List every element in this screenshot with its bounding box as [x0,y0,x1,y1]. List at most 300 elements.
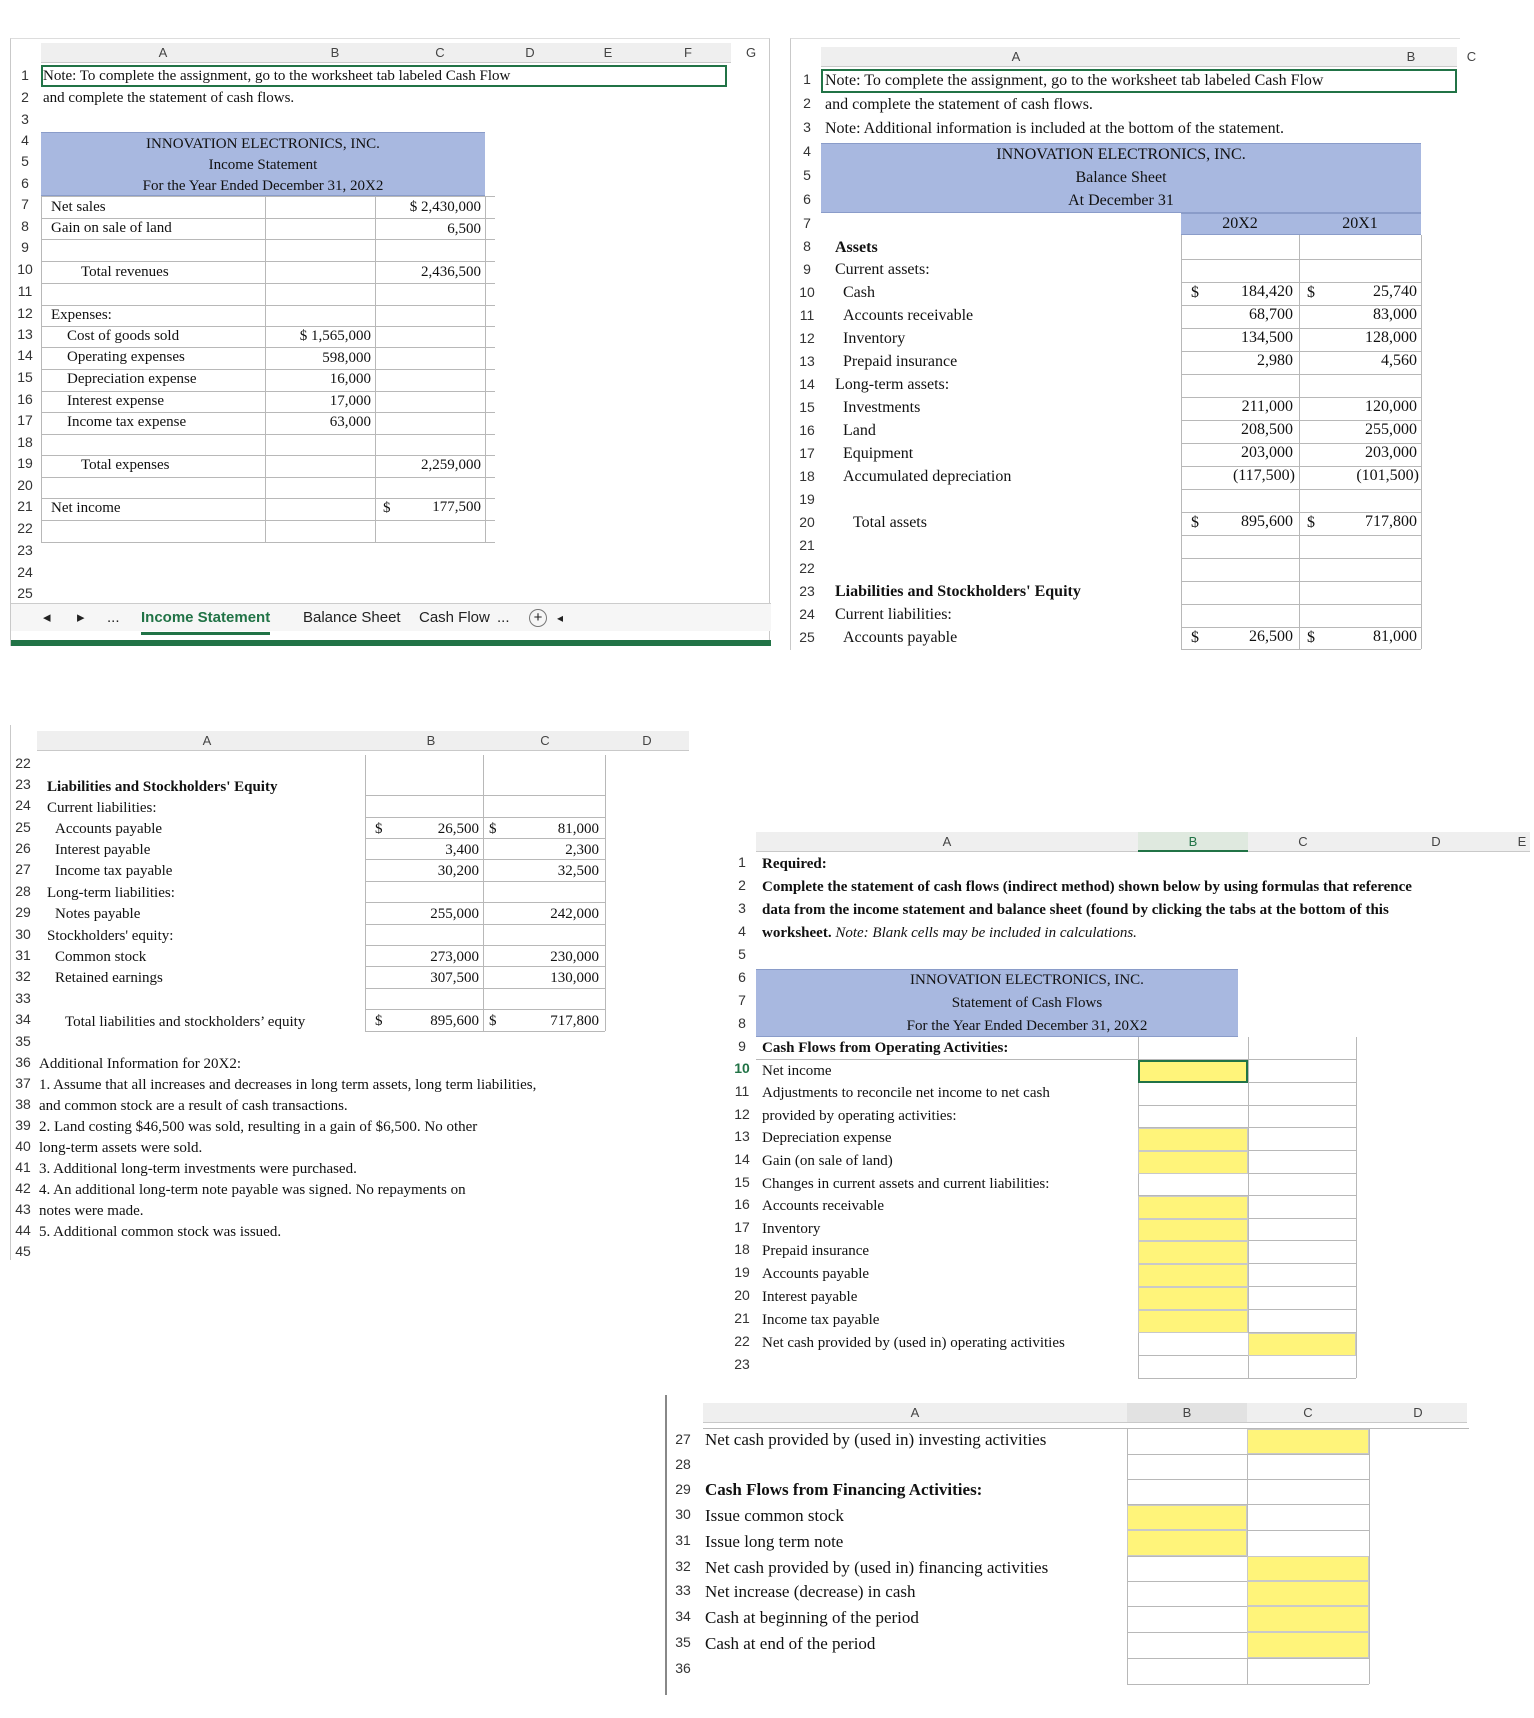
note-1: Note: To complete the assignment, go to the worksheet tab labeled Cash Flow [825,72,1324,89]
row-number[interactable]: 44 [15,1222,31,1238]
current-assets-label: Current assets: [835,261,930,278]
row-number[interactable]: 24 [17,564,33,580]
inventory-20x1: 128,000 [1365,329,1417,346]
inventory-label: Inventory [843,330,906,347]
se-label: Stockholders' equity: [47,928,174,944]
land-20x1: 255,000 [1365,421,1417,438]
row-number[interactable]: 11 [734,1083,750,1099]
ap-20x2: 26,500 [1249,628,1293,645]
status-bar [11,640,771,646]
cash-begin-label: Cash at beginning of the period [705,1608,919,1627]
row-number[interactable]: 19 [734,1264,750,1280]
total-revenues-value: 2,436,500 [421,264,481,280]
issue-note-input[interactable] [1127,1530,1247,1556]
gain-label: Gain (on sale of land) [762,1153,893,1169]
col-header-d[interactable]: D [1431,834,1441,849]
balance-sheet-top-panel [790,38,1477,650]
col-header-c[interactable]: C [1466,49,1477,64]
row-number[interactable]: 16 [17,391,33,407]
row-number[interactable]: 9 [21,239,29,255]
row-number[interactable]: 2 [21,89,29,105]
total-le-label: Total liabilities and stockholders’ equity [65,1014,306,1030]
ap-20x1: 81,000 [557,821,599,837]
gain-input[interactable] [1138,1151,1248,1174]
row-number[interactable]: 1 [738,854,746,870]
prepaid-20x2: 2,980 [1257,352,1293,369]
row-number[interactable]: 28 [675,1456,691,1472]
investments-label: Investments [843,399,921,416]
row-number[interactable]: 21 [799,537,815,553]
row-number[interactable]: 32 [675,1558,691,1574]
equipment-20x1: 203,000 [1365,444,1417,461]
row-number[interactable]: 4 [803,143,811,159]
depreciation-input[interactable] [1138,1128,1248,1151]
ip-20x2: 3,400 [445,842,479,858]
investments-20x2: 211,000 [1241,398,1293,415]
row-number[interactable]: 6 [21,175,29,191]
info-line: long-term assets were sold. [39,1140,203,1156]
row-number[interactable]: 8 [738,1015,746,1031]
info-line: 3. Additional long-term investments were purchased. [39,1161,357,1177]
tab-balance-sheet[interactable]: Balance Sheet [303,609,401,626]
issue-stock-input[interactable] [1127,1505,1247,1530]
row-number[interactable]: 29 [15,904,31,920]
info-line: and common stock are a result of cash transactions. [39,1098,348,1114]
instruction-note: Note: Blank cells may be included in calculations. [835,925,1137,941]
cash-flow-bottom-panel [665,1395,1465,1695]
total-expenses-label: Total expenses [81,457,170,473]
land-20x2: 208,500 [1241,421,1293,438]
tab-cash-flow[interactable]: Cash Flow [419,609,490,626]
row-number[interactable]: 7 [803,215,811,231]
prepaid-label: Prepaid insurance [762,1243,870,1259]
ar-label: Accounts receivable [843,307,974,324]
row-number[interactable]: 11 [17,283,33,299]
row-number[interactable]: 5 [21,153,29,169]
ar-input[interactable] [1138,1196,1248,1219]
net-increase-input[interactable] [1247,1581,1369,1606]
prepaid-20x1: 4,560 [1381,352,1417,369]
tab-overflow-right[interactable]: ... [497,609,510,626]
row-number[interactable]: 3 [738,900,746,916]
cash-end-label: Cash at end of the period [705,1634,876,1653]
row-number[interactable]: 17 [734,1219,750,1235]
expenses-label: Expenses: [51,307,112,323]
row-number[interactable]: 8 [803,238,811,254]
row-number[interactable]: 31 [15,947,31,963]
row-number[interactable]: 22 [799,560,815,576]
row-number[interactable]: 16 [799,422,815,438]
row-number[interactable]: 13 [799,353,815,369]
row-number[interactable]: 7 [21,196,29,212]
prepaid-label: Prepaid insurance [843,353,958,370]
depreciation-label: Depreciation expense [762,1130,892,1146]
row-number[interactable]: 2 [803,95,811,111]
current-liab-label: Current liabilities: [47,800,157,816]
col-header-c[interactable]: C [1298,834,1308,849]
row-number[interactable]: 24 [799,606,815,622]
ap-dollar-1: $ [1191,629,1199,646]
ap-20x2: 26,500 [437,821,479,837]
cs-20x2: 273,000 [430,949,479,965]
col-header-c[interactable]: C [1303,1405,1313,1420]
inventory-label: Inventory [762,1221,821,1237]
row-number[interactable]: 6 [738,969,746,985]
row-number[interactable]: 21 [734,1310,750,1326]
col-header-d[interactable]: D [525,45,535,60]
np-20x2: 255,000 [430,906,479,922]
ap-20x1: 81,000 [1373,628,1417,645]
net-sales-label: Net sales [51,199,106,215]
cogs-value: $ 1,565,000 [299,328,371,344]
row-number[interactable]: 12 [799,330,815,346]
cash-end-input[interactable] [1247,1632,1369,1658]
balance-sheet-bottom-panel [10,725,690,1260]
row-number[interactable]: 30 [15,926,31,942]
row-number[interactable]: 18 [799,468,815,484]
col-header-c[interactable]: C [435,45,445,60]
row-number[interactable]: 33 [15,990,31,1006]
assets-heading: Assets [835,239,878,256]
row-number[interactable]: 20 [734,1287,750,1303]
sheet-tab-bar [11,603,771,631]
row-number[interactable]: 22 [15,755,31,771]
row-number[interactable]: 12 [17,305,33,321]
row-number[interactable]: 42 [15,1180,31,1196]
row-number[interactable]: 10 [734,1060,750,1076]
note-3: Note: Additional information is included at the bottom of the statement. [825,120,1285,137]
tab-next-icon[interactable]: ▸ [77,609,85,626]
itp-input[interactable] [1138,1310,1248,1333]
col-header-a[interactable]: A [910,1405,920,1420]
col-header-e[interactable]: E [603,45,613,60]
total-assets-label: Total assets [853,514,927,531]
row-number[interactable]: 14 [799,376,815,392]
row-number[interactable]: 20 [17,477,33,493]
statement-period: For the Year Ended December 31, 20X2 [906,1018,1148,1034]
row-number[interactable]: 17 [17,412,33,428]
statement-period: At December 31 [1068,192,1174,209]
land-label: Land [843,422,876,439]
row-number[interactable]: 4 [21,132,29,148]
row-number[interactable]: 1 [21,67,29,83]
itp-label: Income tax payable [762,1312,880,1328]
adjustments-line-2: provided by operating activities: [762,1108,957,1124]
add-sheet-icon[interactable]: + [529,609,547,627]
inventory-input[interactable] [1138,1219,1248,1241]
row-number[interactable]: 34 [675,1608,691,1624]
col-header-b[interactable]: B [1188,834,1198,849]
ar-label: Accounts receivable [762,1198,885,1214]
row-number[interactable]: 25 [17,585,33,601]
row-number[interactable]: 38 [15,1096,31,1112]
note-2: and complete the statement of cash flows. [825,96,1093,113]
total-le-dollar-2: $ [489,1013,497,1029]
statement-title: Statement of Cash Flows [951,995,1103,1011]
row-number[interactable]: 32 [15,968,31,984]
depr-value: 16,000 [329,371,371,387]
statement-title: Income Statement [208,157,318,173]
col-header-f[interactable]: F [684,45,692,60]
row-number[interactable]: 9 [738,1038,746,1054]
net-income-label: Net income [51,500,121,516]
investments-20x1: 120,000 [1365,398,1417,415]
net-income-value: 177,500 [432,499,481,515]
net-financing-label: Net cash provided by (used in) financing activities [705,1558,1049,1577]
row-number[interactable]: 1 [803,71,811,87]
row-number[interactable]: 29 [675,1481,691,1497]
net-operating-input[interactable] [1248,1333,1356,1356]
income-statement-panel [10,38,770,646]
gain-label: Gain on sale of land [51,220,172,236]
instruction-line-1: Complete the statement of cash flows (indirect method) shown below by using formulas that reference [762,879,1412,895]
issue-stock-label: Issue common stock [705,1506,844,1525]
row-number[interactable]: 27 [675,1431,691,1447]
row-number[interactable]: 39 [15,1117,31,1133]
net-income-dollar: $ [383,500,391,516]
row-number[interactable]: 19 [799,491,815,507]
net-income-input[interactable] [1138,1060,1248,1083]
col-header-c[interactable]: C [540,733,550,748]
row-number[interactable]: 14 [734,1151,750,1167]
note-line-2: and complete the statement of cash flows. [43,90,295,106]
instruction-line-2: data from the income statement and balance sheet (found by clicking the tabs at the bottom of this [762,902,1389,918]
interest-value: 17,000 [329,393,371,409]
row-number[interactable]: 45 [15,1243,31,1259]
tab-overflow-left[interactable]: ... [107,609,120,626]
row-number[interactable]: 28 [15,883,31,899]
row-number[interactable]: 27 [15,861,31,877]
row-number[interactable]: 3 [21,111,29,127]
row-number[interactable]: 10 [799,284,815,300]
gain-value: 6,500 [447,221,481,237]
row-number[interactable]: 18 [734,1241,750,1257]
info-line: 1. Assume that all increases and decreases in long term assets, long term liabilities, [39,1077,537,1093]
row-number[interactable]: 8 [21,218,29,234]
total-le-dollar-1: $ [375,1013,383,1029]
cash-label: Cash [843,284,875,301]
row-number[interactable]: 2 [738,877,746,893]
tab-prev-icon[interactable]: ◂ [43,609,51,626]
ap-label: Accounts payable [843,629,958,646]
instruction-bold: worksheet. [762,925,832,941]
total-assets-20x1: 717,800 [1365,513,1417,530]
cash-dollar-2: $ [1307,284,1315,301]
info-line: 4. An additional long-term note payable was signed. No repayments on [39,1182,466,1198]
operating-heading: Cash Flows from Operating Activities: [762,1040,1009,1056]
col-header-b[interactable]: B [330,45,340,60]
row-number[interactable]: 10 [17,261,33,277]
accum-depr-label: Accumulated depreciation [843,468,1012,485]
row-number[interactable]: 4 [738,923,746,939]
row-number[interactable]: 23 [734,1356,750,1372]
row-number[interactable]: 41 [15,1159,31,1175]
col-header-d[interactable]: D [1413,1405,1423,1420]
row-number[interactable]: 18 [17,434,33,450]
scroll-left-icon[interactable]: ◂ [557,611,564,625]
row-number[interactable]: 19 [17,455,33,471]
net-operating-label: Net cash provided by (used in) operating activities [762,1335,1065,1351]
financing-heading: Cash Flows from Financing Activities: [705,1480,983,1499]
year-20x2: 20X2 [1222,215,1258,232]
row-number[interactable]: 26 [15,840,31,856]
cash-begin-input[interactable] [1247,1606,1369,1632]
ip-input[interactable] [1138,1287,1248,1310]
tab-income-statement[interactable]: Income Statement [141,604,270,635]
row-number[interactable]: 11 [799,307,815,323]
re-20x1: 130,000 [550,970,599,986]
issue-note-label: Issue long term note [705,1532,844,1551]
statement-period: For the Year Ended December 31, 20X2 [142,178,384,194]
liab-equity-heading: Liabilities and Stockholders' Equity [835,583,1081,600]
itp-label: Income tax payable [55,863,173,879]
ar-20x2: 68,700 [1249,306,1293,323]
company-name: INNOVATION ELECTRONICS, INC. [996,146,1246,163]
row-number[interactable]: 23 [15,776,31,792]
cash-flow-top-panel [730,828,1530,1384]
lt-assets-label: Long-term assets: [835,376,950,393]
info-line: notes were made. [39,1203,144,1219]
row-number[interactable]: 23 [17,542,33,558]
row-number[interactable]: 5 [803,167,811,183]
lt-liab-label: Long-term liabilities: [47,885,175,901]
re-20x2: 307,500 [430,970,479,986]
interest-label: Interest expense [67,393,165,409]
row-number[interactable]: 17 [799,445,815,461]
itp-20x2: 30,200 [437,863,479,879]
row-number[interactable]: 23 [799,583,815,599]
ap-dollar-2: $ [1307,629,1315,646]
row-number[interactable]: 20 [799,514,815,530]
row-number[interactable]: 7 [738,992,746,1008]
row-number[interactable]: 43 [15,1201,31,1217]
row-number[interactable]: 21 [17,498,33,514]
row-number[interactable]: 3 [803,119,811,135]
row-number[interactable]: 16 [734,1196,750,1212]
total-assets-dollar-2: $ [1307,514,1315,531]
info-line: 2. Land costing $46,500 was sold, resulting in a gain of $6,500. No other [39,1119,478,1135]
row-number[interactable]: 25 [15,819,31,835]
col-header-g[interactable]: G [745,45,757,60]
ip-20x1: 2,300 [565,842,599,858]
row-number[interactable]: 13 [17,326,33,342]
opex-value: 598,000 [322,350,371,366]
company-name: INNOVATION ELECTRONICS, INC. [146,136,380,152]
company-name: INNOVATION ELECTRONICS, INC. [910,972,1144,988]
total-le-20x1: 717,800 [550,1013,599,1029]
required-label: Required: [762,856,827,872]
adjustments-line-1: Adjustments to reconcile net income to net cash [762,1085,1050,1101]
col-header-b[interactable]: B [426,733,436,748]
tax-label: Income tax expense [67,414,187,430]
ap-dollar-1: $ [375,821,383,837]
np-20x1: 242,000 [550,906,599,922]
total-revenues-label: Total revenues [81,264,169,280]
row-number[interactable]: 35 [15,1033,31,1049]
col-header-a[interactable]: A [1011,49,1021,64]
row-number[interactable]: 22 [17,520,33,536]
row-number[interactable]: 15 [17,369,33,385]
statement-title: Balance Sheet [1075,169,1167,186]
row-number[interactable]: 5 [738,946,746,962]
accum-depr-20x1: (101,500) [1356,467,1419,484]
ip-label: Interest payable [762,1289,858,1305]
cogs-label: Cost of goods sold [67,328,180,344]
row-number[interactable]: 40 [15,1138,31,1154]
row-number[interactable]: 36 [675,1660,691,1676]
row-number[interactable]: 33 [675,1582,691,1598]
ap-dollar-2: $ [489,821,497,837]
net-income-label: Net income [762,1063,832,1079]
changes-label: Changes in current assets and current liabilities: [762,1176,1050,1192]
info-line: 5. Additional common stock was issued. [39,1224,282,1240]
re-label: Retained earnings [55,970,163,986]
col-header-a[interactable]: A [942,834,952,849]
liab-equity-heading: Liabilities and Stockholders' Equity [47,779,278,795]
row-number[interactable]: 9 [803,261,811,277]
opex-label: Operating expenses [67,349,185,365]
row-number[interactable]: 15 [734,1174,750,1190]
net-increase-label: Net increase (decrease) in cash [705,1582,916,1601]
prepaid-input[interactable] [1138,1241,1248,1264]
col-header-a[interactable]: A [158,45,168,60]
col-header-e[interactable]: E [1517,834,1527,849]
ap-label: Accounts payable [762,1266,870,1282]
instruction-line-3 [762,923,1137,943]
row-number[interactable]: 37 [15,1075,31,1091]
year-20x1: 20X1 [1342,215,1378,232]
net-investing-input[interactable] [1247,1429,1369,1454]
inventory-20x2: 134,500 [1241,329,1293,346]
ap-input[interactable] [1138,1264,1248,1287]
net-investing-label: Net cash provided by (used in) investing activities [705,1430,1047,1449]
row-number[interactable]: 14 [17,347,33,363]
row-number[interactable]: 36 [15,1054,31,1070]
row-number[interactable]: 22 [734,1333,750,1349]
ip-label: Interest payable [55,842,151,858]
ar-20x1: 83,000 [1373,306,1417,323]
total-assets-dollar-1: $ [1191,514,1199,531]
total-le-20x2: 895,600 [430,1013,479,1029]
depr-label: Depreciation expense [67,371,197,387]
cash-20x2: 184,420 [1241,283,1293,300]
np-label: Notes payable [55,906,141,922]
note-line-1: Note: To complete the assignment, go to the worksheet tab labeled Cash Flow [43,68,511,84]
ap-label: Accounts payable [55,821,163,837]
row-number[interactable]: 25 [799,629,815,645]
row-number[interactable]: 13 [734,1128,750,1144]
row-number[interactable]: 31 [675,1532,691,1548]
row-number[interactable]: 35 [675,1634,691,1650]
col-header-b[interactable]: B [1406,49,1416,64]
col-header-b[interactable]: B [1182,1405,1192,1420]
row-number[interactable]: 6 [803,191,811,207]
col-header-a[interactable]: A [202,733,212,748]
col-header-d[interactable]: D [642,733,652,748]
net-financing-input[interactable] [1247,1556,1369,1581]
cash-20x1: 25,740 [1373,283,1417,300]
itp-20x1: 32,500 [557,863,599,879]
row-number[interactable]: 24 [15,797,31,813]
row-number[interactable]: 30 [675,1506,691,1522]
cs-label: Common stock [55,949,147,965]
total-assets-20x2: 895,600 [1241,513,1293,530]
cash-dollar-1: $ [1191,284,1199,301]
equipment-20x2: 203,000 [1241,444,1293,461]
row-number[interactable]: 34 [15,1011,31,1027]
row-number[interactable]: 12 [734,1106,750,1122]
row-number[interactable]: 15 [799,399,815,415]
